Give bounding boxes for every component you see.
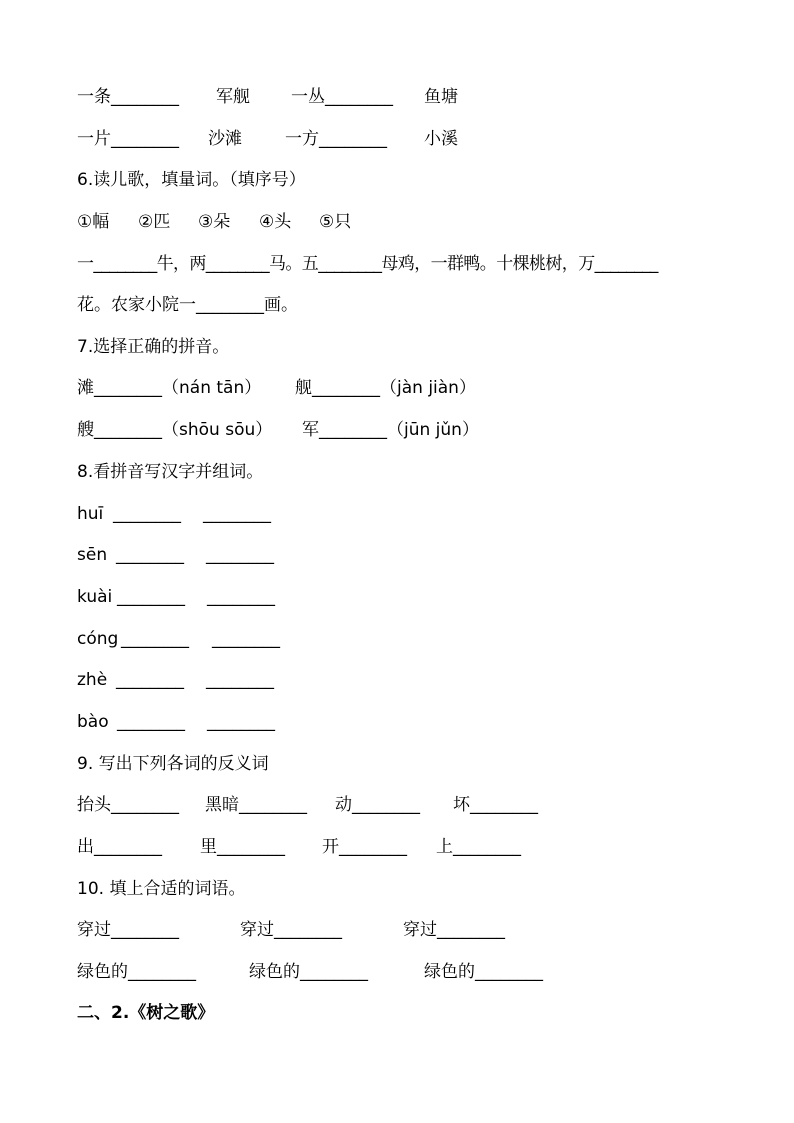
question-9-title-line [0, 750, 794, 778]
antonym-item: 动________ [335, 795, 420, 815]
question-7-row-2 [0, 416, 794, 444]
fill-item: 沙滩 [208, 129, 242, 149]
pinyin-label: cóng [77, 629, 119, 649]
question-6-rhyme-line-2 [0, 291, 794, 319]
question-10-title-line [0, 875, 794, 903]
pinyin-label: zhè [77, 670, 108, 690]
fill-item: 一丛________ [291, 87, 393, 107]
phrase-row-2 [0, 958, 794, 986]
question-8-title-line [0, 458, 794, 486]
answer-blank: ________ [116, 545, 184, 565]
pinyin-choice: 滩________（nán tān） [77, 378, 262, 398]
option-item: ③朵 [198, 212, 231, 232]
answer-blank: ________ [117, 587, 185, 607]
question-6-rhyme-line-1 [0, 250, 794, 278]
phrase-item: 穿过________ [240, 920, 342, 940]
question-8-title: 8.看拼音写汉字并组词。 [77, 462, 264, 482]
pinyin-label: kuài [77, 587, 113, 607]
option-item: ①幅 [77, 212, 110, 232]
answer-blank: ________ [203, 504, 271, 524]
answer-blank: ________ [206, 545, 274, 565]
answer-blank: ________ [121, 629, 189, 649]
pinyin-row [0, 500, 794, 528]
measure-word-row-1 [0, 83, 794, 111]
question-7-title: 7.选择正确的拼音。 [77, 337, 230, 357]
antonym-row-1 [0, 791, 794, 819]
pinyin-row [0, 541, 794, 569]
pinyin-label: bào [77, 712, 109, 732]
answer-blank: ________ [117, 712, 185, 732]
pinyin-label: sēn [77, 545, 108, 565]
answer-blank: ________ [207, 712, 275, 732]
question-9-title: 9. 写出下列各词的反义词 [77, 754, 269, 774]
pinyin-row [0, 625, 794, 653]
phrase-item: 绿色的________ [77, 962, 196, 982]
antonym-item: 黑暗________ [205, 795, 307, 815]
pinyin-choice: 军________（jūn jǔn） [302, 420, 479, 440]
phrase-item: 穿过________ [403, 920, 505, 940]
pinyin-label: huī [77, 504, 104, 524]
phrase-row-1 [0, 916, 794, 944]
question-6-title: 6.读儿歌，填量词。（填序号） [77, 170, 306, 190]
antonym-item: 里________ [200, 837, 285, 857]
answer-blank: ________ [212, 629, 280, 649]
phrase-item: 穿过________ [77, 920, 179, 940]
question-10-title: 10. 填上合适的词语。 [77, 879, 246, 899]
section-heading-line [0, 999, 794, 1027]
question-6-title-line [0, 166, 794, 194]
fill-item: 一条________ [77, 87, 179, 107]
option-item: ⑤只 [319, 212, 352, 232]
antonym-item: 上________ [436, 837, 521, 857]
answer-blank: ________ [113, 504, 181, 524]
antonym-item: 出________ [77, 837, 162, 857]
antonym-item: 开________ [322, 837, 407, 857]
question-6-options [0, 208, 794, 236]
answer-blank: ________ [207, 587, 275, 607]
measure-word-row-2 [0, 125, 794, 153]
pinyin-row [0, 708, 794, 736]
question-7-title-line [0, 333, 794, 361]
pinyin-choice: 舰________（jàn jiàn） [295, 378, 476, 398]
rhyme-text: 一________牛，两________马。五________母鸡，一群鸭。十棵桃树，万________ [77, 254, 658, 274]
antonym-item: 抬头________ [77, 795, 179, 815]
fill-item: 一片________ [77, 129, 179, 149]
option-item: ②匹 [138, 212, 171, 232]
pinyin-row [0, 583, 794, 611]
phrase-item: 绿色的________ [424, 962, 543, 982]
pinyin-choice: 艘________（shōu sōu） [77, 420, 273, 440]
section-title: 二、2.《树之歌》 [77, 1003, 215, 1023]
answer-blank: ________ [116, 670, 184, 690]
fill-item: 一方________ [285, 129, 387, 149]
antonym-row-2 [0, 833, 794, 861]
question-7-row-1 [0, 374, 794, 402]
answer-blank: ________ [206, 670, 274, 690]
fill-item: 军舰 [216, 87, 250, 107]
fill-item: 小溪 [424, 129, 458, 149]
option-item: ④头 [259, 212, 292, 232]
antonym-item: 坏________ [453, 795, 538, 815]
fill-item: 鱼塘 [424, 87, 458, 107]
rhyme-text: 花。农家小院一________画。 [77, 295, 298, 315]
phrase-item: 绿色的________ [249, 962, 368, 982]
pinyin-row [0, 666, 794, 694]
